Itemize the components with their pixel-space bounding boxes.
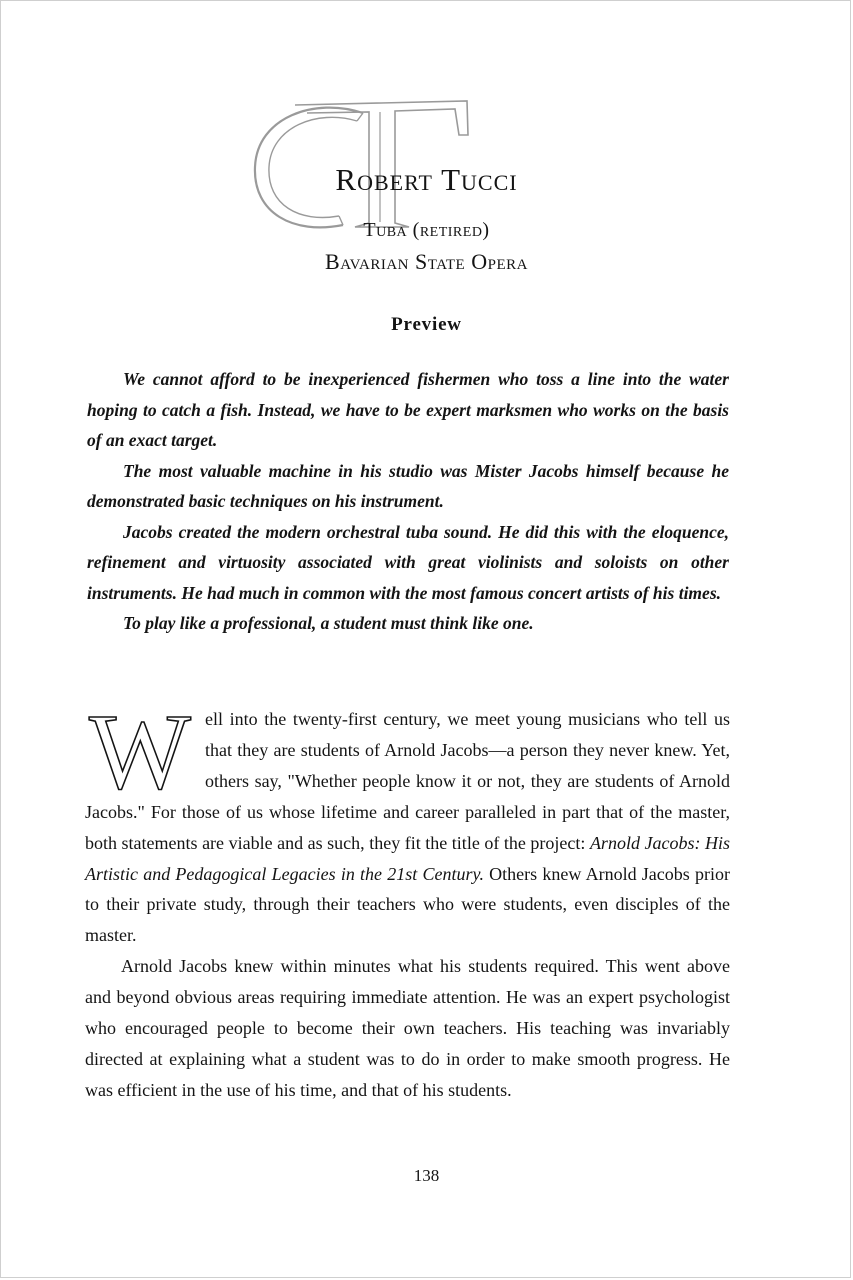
body-paragraph	[85, 704, 730, 951]
preview-quotes	[87, 364, 729, 639]
page-number: 138	[413, 1166, 440, 1185]
preview-paragraph: The most valuable machine in his studio was Mister Jacobs himself because he demonstrated basic techniques on his instrument.	[87, 460, 729, 511]
body-text	[85, 704, 730, 1106]
preview-paragraph: Jacobs created the modern orchestral tuba sound. He did this with the eloquence, refinement and virtuosity associated with great violinists and soloists on other instruments. He had much in common with the most famous concert artists of his times.	[87, 521, 729, 603]
preview-heading: Preview	[391, 314, 462, 335]
author-role: Tuba (retired)	[363, 219, 490, 241]
drop-cap-letter: W	[89, 706, 191, 794]
author-name: Robert Tucci	[335, 162, 518, 197]
body-paragraph-text: ell into the twenty-first century, we meet young musicians who tell us that they are students of Arnold Jacobs—a person they never knew. Yet, others say, "Whether people know it or not, they are students of Arnold Jacobs." For those of us whose lifetime and career paralleled in part that of the master, both statements are viable and as such, they fit the title of the project:	[85, 709, 730, 853]
project-title: Arnold Jacobs: His Artistic and Pedagogical Legacies in the 21st Century.	[85, 832, 731, 884]
body-paragraph: Arnold Jacobs knew within minutes what his students required. This went above and beyond obvious areas requiring immediate attention. He was an expert psychologist who encouraged people to become their own teachers. His teaching was invariably directed at explaining what a student was to do in order to make smooth progress. He was efficient in the use of his time, and that of his students.	[85, 956, 730, 1100]
body-paragraph-text: Others knew Arnold Jacobs prior to their private study, through their teachers who were students, even disciples of the master.	[85, 863, 730, 946]
preview-paragraph: To play like a professional, a student must think like one.	[123, 613, 534, 633]
preview-paragraph: We cannot afford to be inexperienced fishermen who toss a line into the water hoping to catch a fish. Instead, we have to be expert marksmen who works on the basis of an exact target.	[87, 369, 729, 450]
drop-cap	[81, 706, 199, 794]
author-organization: Bavarian State Opera	[325, 249, 528, 274]
